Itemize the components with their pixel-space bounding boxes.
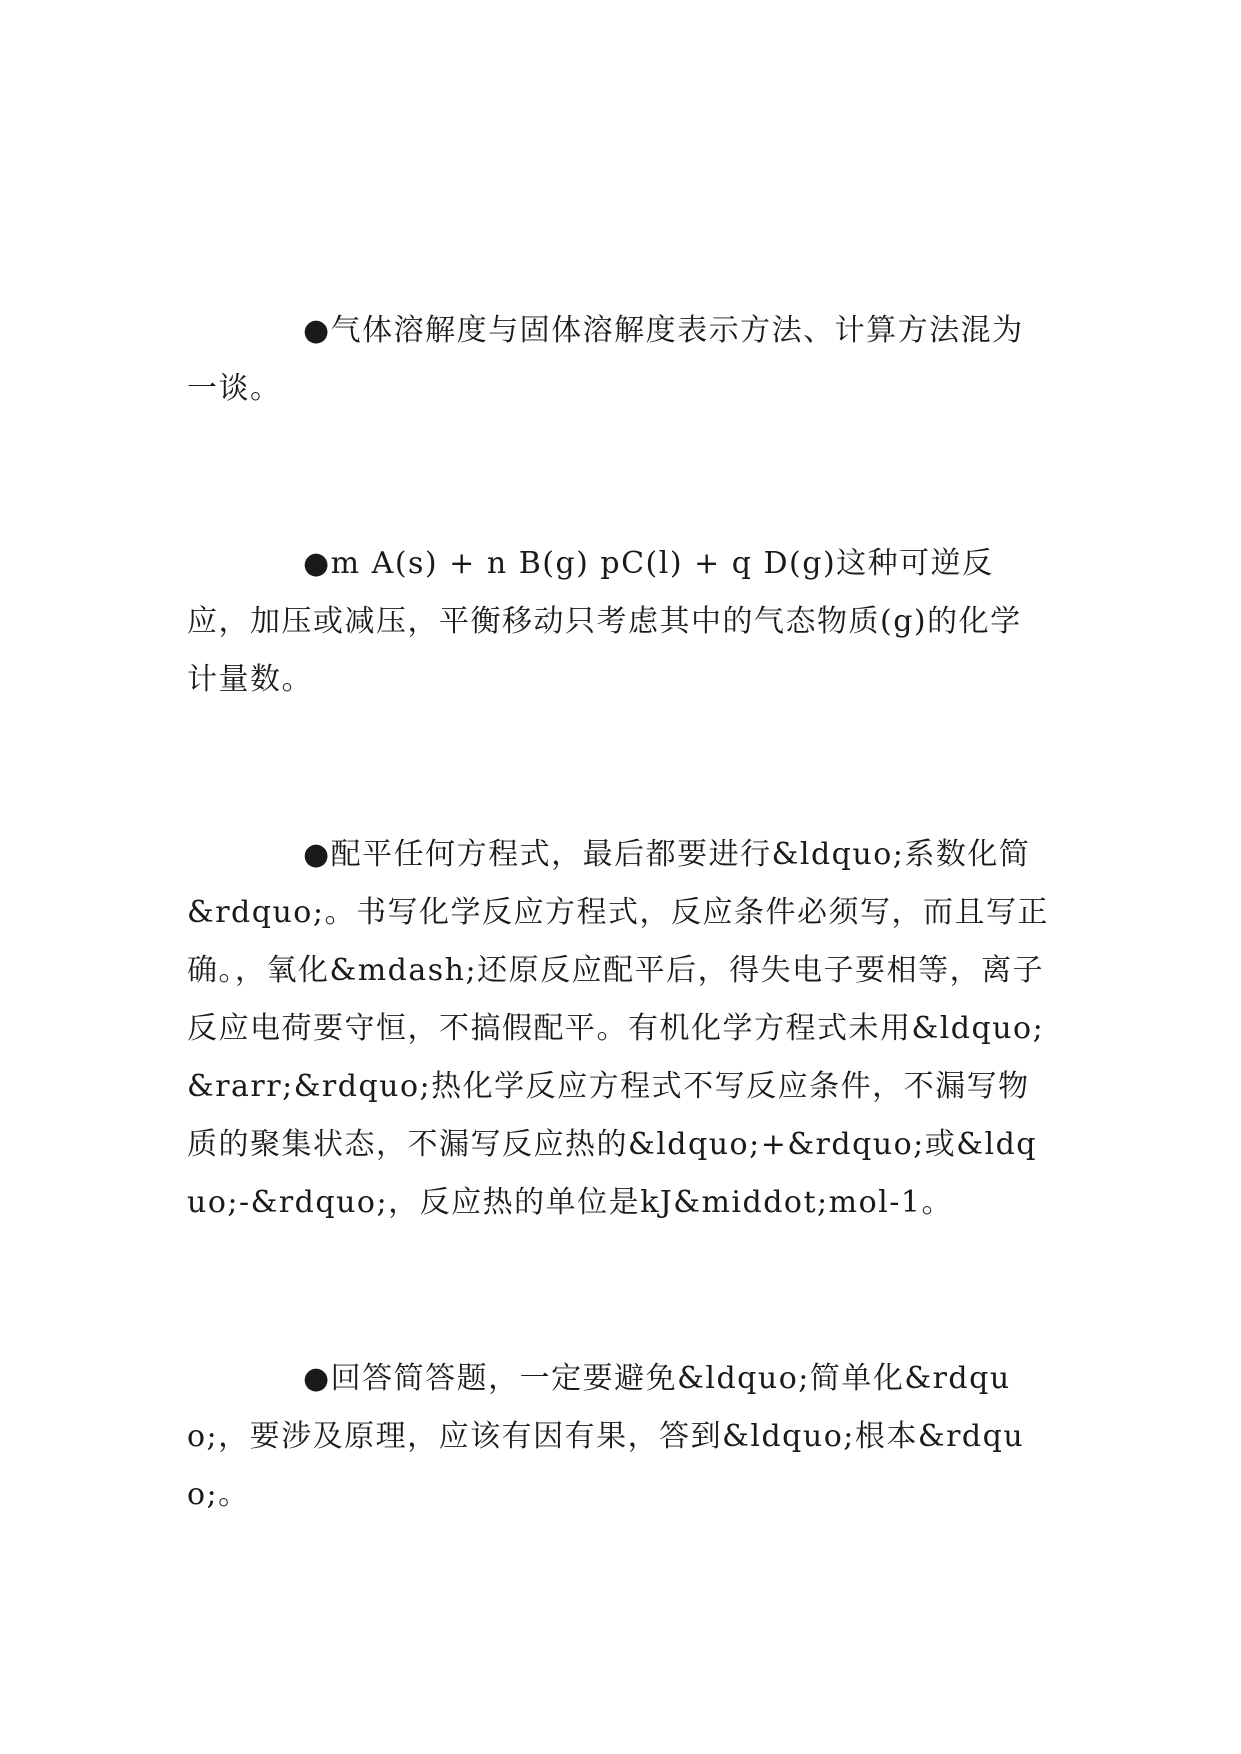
paragraph-short-answer: ●回答简答题，一定要避免&ldquo;简单化&rdquo;，要涉及原理，应该有因有果，答到&ldquo;根本&rdquo;。 bbox=[187, 1361, 1025, 1512]
paragraph-equation-balancing: ●配平任何方程式，最后都要进行&ldquo;系数化简&rdquo;。书写化学反应方程式，反应条件必须写，而且写正确。，氧化&mdash;还原反应配平后，得失电子要相等，离子反应电荷要守恒，不搞假配平。有机化学方程式未用&ldquo;&rarr;&rdquo;热化学反应方程式不写反应条件，不漏写物质的聚集状态，不漏写反应热的&ldquo;+&rdquo;或&ldquo;-&rdquo;，反应热的单位是kJ&middot;mol-1。 bbox=[187, 837, 1049, 1220]
paragraph-gas-solubility: ●气体溶解度与固体溶解度表示方法、计算方法混为一谈。 bbox=[187, 313, 1024, 406]
paragraph-reversible-reaction: ●m A(s) + n B(g) pC(l) + q D(g)这种可逆反应，加压或减压，平衡移动只考虑其中的气态物质(g)的化学计量数。 bbox=[187, 546, 1022, 697]
